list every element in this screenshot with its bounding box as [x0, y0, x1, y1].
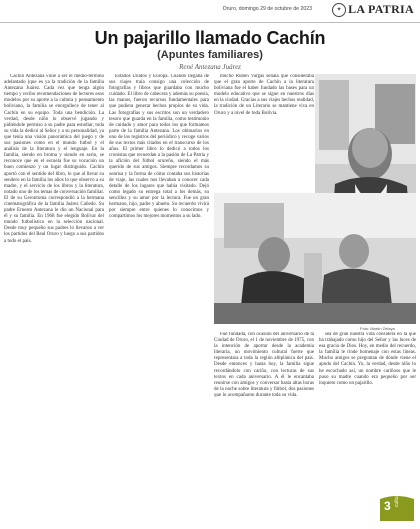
column-text: sea de gran nuestra vida considera en la que ha trabajado como hijo del Señor y las luces de esa gracia de Dios. Hoy, en medio del recuerdo, la familia le rinde homenaje con estas líneas. Mucho amigos se preguntan de dónde viene el apodo del Cachín. Yo, la verdad, desde niño lo he escuchado así, un nombre cariñoso que le puso su madre cuando era pequeño por ser inquieto como un pajarillo.: [319, 332, 416, 386]
page-header: [0, 0, 420, 26]
section-label: cultural: [394, 490, 400, 507]
article-column-3: [214, 74, 314, 191]
column-text: Cachín Antezana vinie a ser el medio-término adelantado (que es ya la tradición de la familia Antezana Juárez. Cada vez que tenga algún tiempo y recibo recomendaciones de lectores esos modelos por su aporte a la cultura y pensamiento boliviano, la familia se enorgullece de tener al Cachín en su equipo. Toda una bendición. La verdad, desde niño lo observé jugando y pidiéndole permiso a su padre para estudiar, toda su vida la dedicó al Señor y a su personalidad, ya que tenía una visión panorámica del juego y de sus pasiones como en el mundo futbol y el análisis de la literatura y el lenguaje. En la familia, siendo en broma y siendo en serio, se reconoce que en el escuela fue su vocación un buen comienzo y un lugar distinguido. Cachín aportó con el sentido del libro, lo que al llevar su sendero en la familia los años lo que observo a su madre, y el servicio de los libros y la literatura, notado uno de los temas de conversación familiar. El de su Gerontoma correspondió a la hermana cinematográfica de la familia Juárez Cañedo. Su padre Ernesto Antezana le dio un Nacional para él y su familia. En 1968 fue elegido Bolívar del mundo futbolístico en la selección nacional. Desde muy pequeño sus padres lo llevaron a ver los partidos del Real Oruro y luego a sus partidos a todo el país.: [4, 74, 104, 244]
column-text: mucho Rubén Vargas señala que consideraba que el gran aporte de Cachín a la literatura boliviana fue el haber fundado las bases para un modelo educativo que se sigue en nuestros días en la ciudad. Gracias a sus viajes hechos realidad, la tradición de un Literario se mantiene viva en Oruro y a nivel de toda Bolivia.: [214, 74, 314, 116]
column-text: Fue fundada, con ocasión del aniversario de la Ciudad de Oruro, el 1 de noviembre de 1975, con la intención de aportar desde la academia literaria, un movimiento cultural fuerte que representara a toda la región altiplánica del país. Desde entonces y hasta hoy, la familia sigue recordándolo con cariño, con lecturas de sus textos en cada aniversario. A él le encantaba reunirse con amigos y conversar hasta altas horas de la noche sobre literatura y fútbol, dos pasiones que lo acompañaron durante toda su vida.: [214, 332, 314, 398]
page-number-tab: [380, 490, 414, 521]
article-column-4: [319, 332, 416, 492]
issue-date: Oruro, domingo 29 de octubre de 2023: [222, 6, 312, 12]
newspaper-logo: [332, 2, 414, 17]
seal-icon: ✦: [332, 3, 346, 17]
article-title: Un pajarillo llamado Cachín: [94, 28, 326, 48]
article-column-1: [4, 74, 104, 524]
group-photo: [214, 193, 416, 324]
column-text: Estados Unidos y Europa. Cuando llegaba de sus viajes traía consigo una colección de fotografías y libros que guardaba con mucho cuidado. El libro de cabecera y además su poesía, las manos, fueron recursos fundamentales para que pudiera generar hechos propios de su vida. Las fotografías y sus escritos son un verdadero tesoro que guarda en la familia, como testimonio de cuidado y amor para todos los que formamos parte de la familia Antezana. Los obituarios en uno de los registros del periódico y recoge varios de sus textos más citados en el transcurso de los años. El primer libro lo dedicó a todos los cronistas que recuerdan a la pasión de La Patria y la afición del fútbol orureño, siendo el más querido de sus amigos. Siempre recordamos su sonrisa y la forma de cómo contaba sus historias de viaje, las cuales nos llevaban a conocer cada detalle de los lugares que había visitado. Dejó como legado su entrega total a los demás, su sencillez y su amor por la lectura. Fue un gran hermano, hijo, padre y abuelo. Su recuerdo vivirá por siempre entre quienes lo conocimos y compartimos los mejores momentos a su lado.: [109, 74, 209, 220]
article-author: René Antezana Juárez: [179, 63, 241, 71]
photo-credit: Foto: Martín Zelaya: [360, 326, 395, 331]
page-number: 3: [384, 499, 391, 513]
article-column-2: [109, 74, 209, 524]
header-divider: [0, 22, 420, 23]
article-subtitle: (Apuntes familiares): [157, 49, 263, 61]
article-column-3-lower: [214, 332, 314, 524]
logo-text: LA PATRIA: [348, 2, 414, 16]
